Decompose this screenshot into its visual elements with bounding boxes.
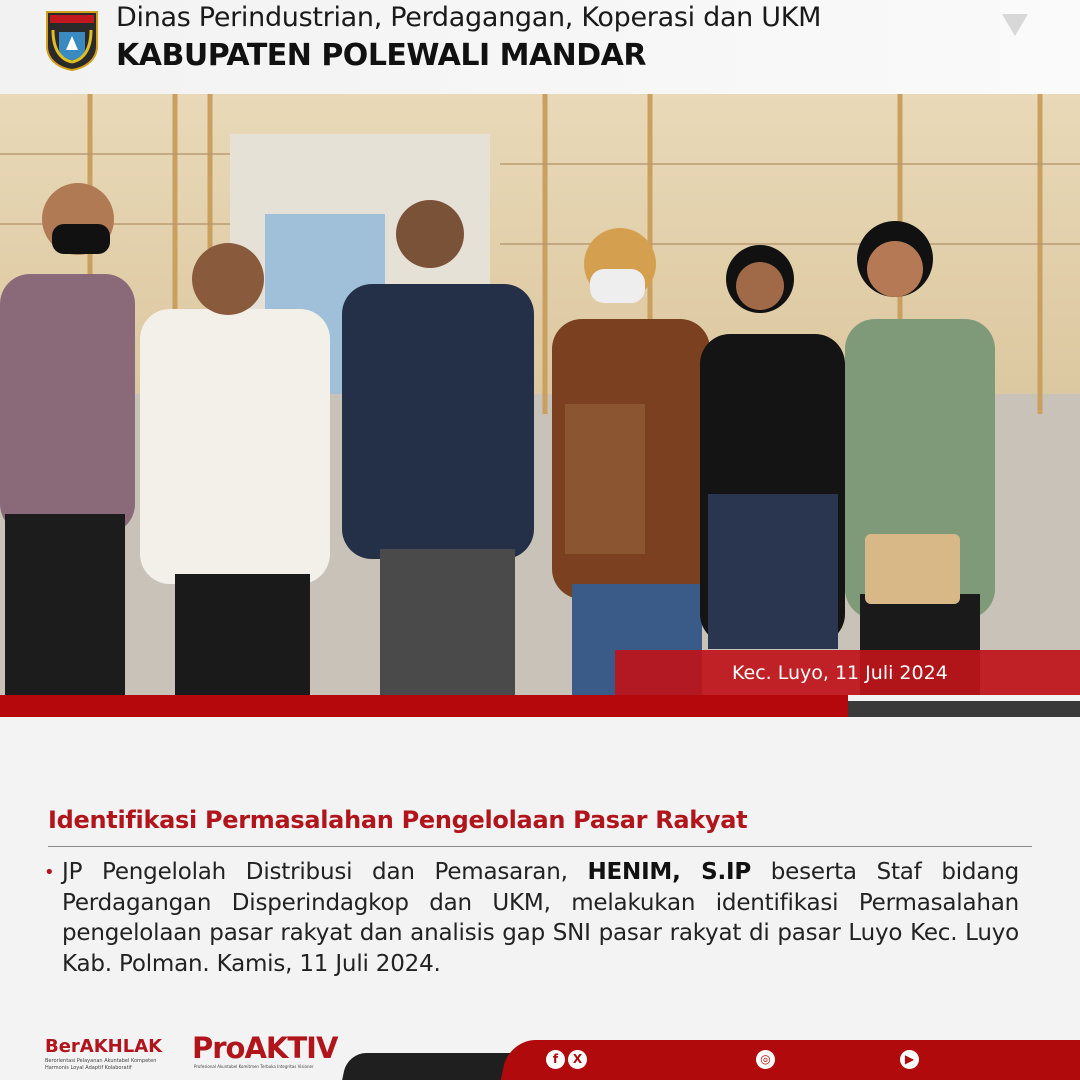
photo-caption: Kec. Luyo, 11 Juli 2024	[615, 650, 1080, 695]
header-regency-name: KABUPATEN POLEWALI MANDAR	[116, 38, 647, 73]
group-photo	[0, 94, 1080, 695]
body-text: JP Pengelolah Distribusi dan Pemasaran,	[62, 859, 588, 885]
article-title: Identifikasi Permasalahan Pengelolaan Pasar Rakyat	[48, 806, 748, 834]
polewali-mandar-logo	[45, 10, 99, 72]
header	[0, 0, 1080, 94]
facebook-icon[interactable]: f	[546, 1050, 565, 1069]
grey-divider-bar	[848, 701, 1080, 717]
instagram-icon[interactable]: ◎	[756, 1050, 775, 1069]
footer-red-band	[501, 1040, 1080, 1080]
article-body	[62, 857, 1019, 979]
x-icon[interactable]: X	[568, 1050, 587, 1069]
photo-illustration	[0, 94, 1080, 695]
youtube-icon[interactable]: ▶	[900, 1050, 919, 1069]
header-agency-name: Dinas Perindustrian, Perdagangan, Koperasi dan UKM	[116, 2, 822, 33]
triangle-decoration-icon	[1002, 14, 1028, 36]
body-name-bold: HENIM, S.IP	[587, 859, 752, 885]
red-divider-bar	[0, 695, 848, 717]
bullet-icon: •	[44, 862, 55, 883]
title-underline	[48, 846, 1032, 847]
proaktiv-logo: ProAKTIV	[192, 1031, 338, 1065]
berakhlak-logo: BerAKHLAK	[45, 1036, 163, 1057]
berakhlak-tagline: Berorientasi Pelayanan Akuntabel Kompeten Harmonis Loyal Adaptif Kolaboratif	[45, 1058, 157, 1071]
body-text-rest: beserta Staf bidang Perdagangan Disperindagkop dan UKM, melakukan identifikasi Permasalahan pengelolaan pasar rakyat dan analisis gap SNI pasar rakyat di pasar Luyo Kec. Luyo Kab. Polman. Kamis, 11 Juli 2024.	[62, 859, 1019, 977]
proaktiv-tagline: Profesional Akuntabel Komitmen Terbuka Integritas Visioner	[194, 1064, 314, 1069]
